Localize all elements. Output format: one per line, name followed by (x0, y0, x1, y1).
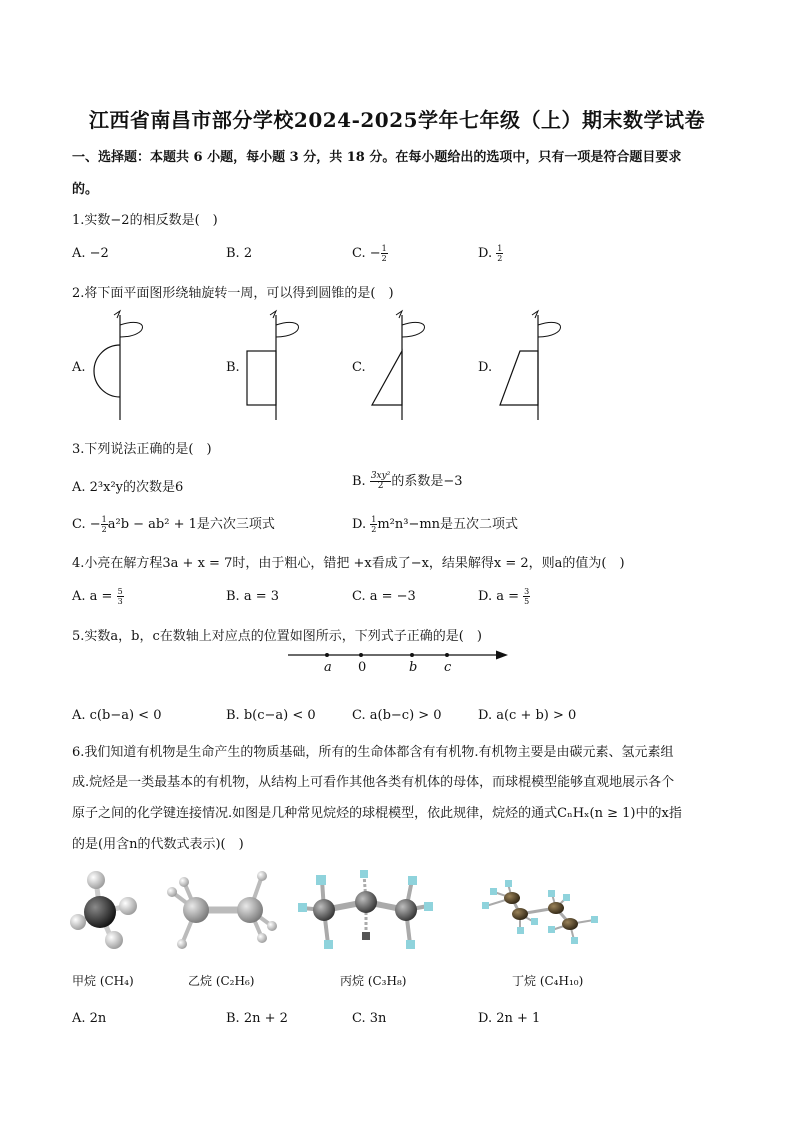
caption-ethane: 乙烷 (C₂H₆) (188, 974, 255, 988)
numline-label-b: b (409, 660, 418, 675)
q6-option-b: B. 2n + 2 (226, 1011, 288, 1026)
q4-option-a: A. a = $\frac{5}{3}$ (72, 587, 123, 606)
q6-line1: 6.我们知道有机物是生命产生的物质基础，所有的生命体都含有有机物.有机物主要是由碳元素、氢元素组 (72, 745, 674, 760)
butane-model (482, 880, 598, 944)
q1-option-a: A. −2 (72, 246, 109, 261)
q1-option-b: B. 2 (226, 246, 253, 261)
q5-stem: 5.实数a，b，c在数轴上对应点的位置如图所示，下列式子正确的是( ) (72, 629, 482, 644)
q6-line4: 的是(用含n的代数式表示)( ) (72, 837, 244, 852)
q3-option-a: A. 2³x²y的次数是6 (72, 480, 184, 495)
caption-propane: 丙烷 (C₃H₈) (340, 974, 407, 988)
q1-stem: 1.实数−2的相反数是( ) (72, 213, 218, 228)
q2-option-a: A. (72, 360, 86, 375)
section1-line1: 一、选择题：本题共 6 小题，每小题 3 分，共 18 分。在每小题给出的选项中，只有一项是符合题目要求 (72, 150, 682, 165)
q3-stem: 3.下列说法正确的是( ) (72, 442, 212, 457)
q1-option-c: C. − $\frac{1}{2}$ (352, 244, 387, 263)
q6-option-d: D. 2n + 1 (478, 1011, 541, 1026)
q4-option-d: D. a = $\frac{3}{5}$ (478, 587, 530, 606)
q5-option-c: C. a(b−c) > 0 (352, 708, 442, 723)
q3-option-c: C. − $\frac{1}{2}$ a²b − ab² + 1是六次三项式 (72, 515, 275, 534)
q2-stem: 2.将下面平面图形绕轴旋转一周，可以得到圆锥的是( ) (72, 286, 394, 301)
q4-option-c: C. a = −3 (352, 589, 416, 604)
q5-option-a: A. c(b−a) < 0 (72, 708, 162, 723)
q6-option-c: C. 3n (352, 1011, 387, 1026)
q5-option-d: D. a(c + b) > 0 (478, 708, 577, 723)
q4-option-b: B. a = 3 (226, 589, 279, 604)
q3-option-b: B. $\frac{\text{3xy²}}{2}$ 的系数是−3 (352, 471, 463, 491)
numline-label-zero: 0 (358, 660, 367, 675)
caption-methane: 甲烷 (CH₄) (72, 974, 134, 988)
q6-line2: 成.烷烃是一类最基本的有机物，从结构上可看作其他各类有机体的母体，而球棍模型能够直观地展示各个 (72, 775, 675, 790)
numline-label-a: a (324, 660, 332, 675)
section1-line2: 的。 (72, 182, 99, 197)
page-title: 江西省南昌市部分学校2024-2025学年七年级（上）期末数学试卷 (88, 108, 706, 132)
ethane-model (167, 871, 277, 949)
q6-option-a: A. 2n (72, 1011, 107, 1026)
numline-label-c: c (444, 660, 452, 675)
q2-option-b: B. (226, 360, 240, 375)
q2-option-d: D. (478, 360, 493, 375)
propane-model (298, 870, 433, 949)
q3-option-d: D. $\frac{1}{2}$ m²n³−mn是五次二项式 (352, 515, 519, 534)
q5-option-b: B. b(c−a) < 0 (226, 708, 316, 723)
q2-option-c: C. (352, 360, 366, 375)
q6-line3: 原子之间的化学键连接情况.如图是几种常见烷烃的球棍模型，依此规律，烷烃的通式CₙHₓ(n ≥ 1)中的x指 (72, 806, 682, 821)
q1-option-d: D. $\frac{1}{2}$ (478, 244, 503, 263)
q4-stem: 4.小亮在解方程3a + x = 7时，由于粗心，错把 +x看成了−x，结果解得x = 2，则a的值为( ) (72, 556, 625, 571)
methane-model (70, 871, 137, 949)
caption-butane: 丁烷 (C₄H₁₀) (512, 974, 584, 988)
